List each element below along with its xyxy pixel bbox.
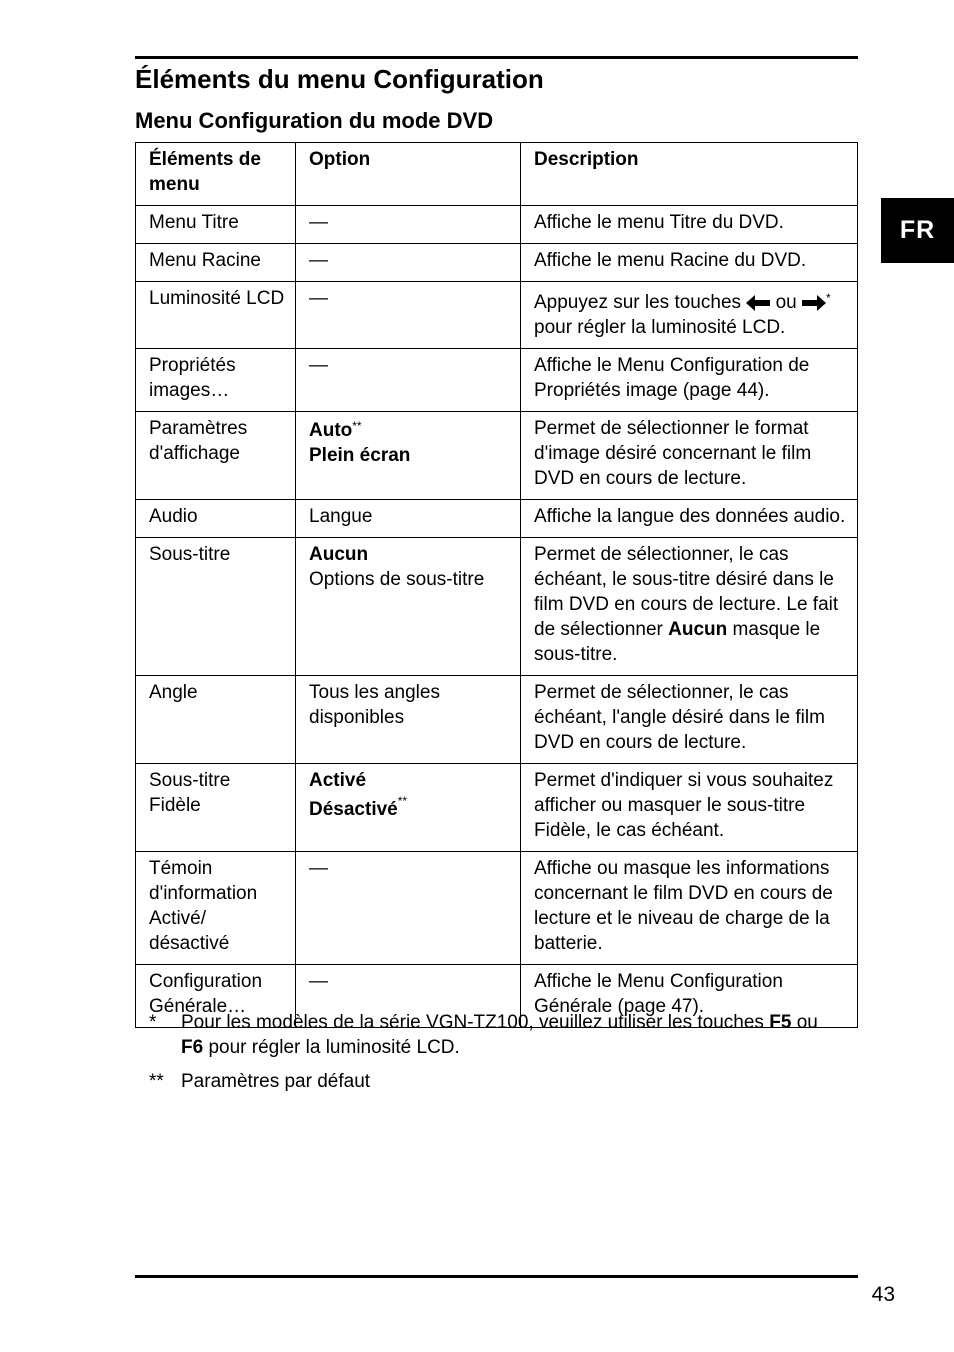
cell-option: — [296,852,521,965]
cell-item: Menu Racine [136,244,296,282]
option-value: Activé [309,770,367,791]
footnote-part: ou [796,1012,818,1033]
cell-item: Propriétés images… [136,349,296,412]
cell-description [521,538,858,676]
footnote-text: Paramètres par défaut [181,1071,371,1092]
key-label: F5 [769,1012,792,1033]
cell-description [521,282,858,349]
table-row [136,349,858,412]
cell-item: Configuration Générale… [136,965,296,1028]
cell-item: Paramètres d'affichage [136,412,296,500]
top-rule [135,56,858,59]
footnote-ref: * [826,291,831,305]
table-row [136,500,858,538]
desc-text: Permet de sélectionner, le cas échéant, le sous-titre désiré dans le film DVD en cours de lecture. Le fait de sélectionner [534,544,839,640]
cell-description: Affiche le menu Titre du DVD. [521,206,858,244]
footnote-part: Pour les modèles de la série VGN-TZ100, veuillez utiliser les touches [181,1012,764,1033]
cell-description: Affiche le menu Racine du DVD. [521,244,858,282]
cell-item: Témoin d'information Activé/ désactivé [136,852,296,965]
table-row [136,282,858,349]
cell-description: Permet de sélectionner le format d'image désiré concernant le film DVD en cours de lecture. [521,412,858,500]
settings-table [135,142,858,1028]
cell-option: — [296,965,521,1028]
cell-description: Affiche le Menu Configuration Générale (page 47). [521,965,858,1028]
table-row [136,676,858,764]
cell-option [296,764,521,852]
table-header-row [136,143,858,206]
cell-option: Tous les angles disponibles [296,676,521,764]
cell-item: Luminosité LCD [136,282,296,349]
footnote-ref: ** [352,419,362,433]
table-row [136,852,858,965]
bottom-rule [135,1275,858,1278]
footnote-mark: ** [149,1071,164,1092]
option-value: Désactivé [309,799,398,820]
cell-item: Angle [136,676,296,764]
cell-option [296,538,521,676]
page-title: Éléments du menu Configuration [135,64,544,94]
header-item: Éléments de menu [136,143,296,206]
desc-or: ou [775,292,797,313]
cell-item: Audio [136,500,296,538]
cell-option [296,412,521,500]
key-label: F6 [181,1037,204,1058]
cell-description: Permet d'indiquer si vous souhaitez afficher ou masquer le sous-titre Fidèle, le cas échéant. [521,764,858,852]
section-subtitle: Menu Configuration du mode DVD [135,108,494,133]
header-description: Description [521,143,858,206]
cell-option: — [296,282,521,349]
left-arrow-key-icon [746,295,770,311]
cell-description: Affiche ou masque les informations concernant le film DVD en cours de lecture et le niveau de charge de la batterie. [521,852,858,965]
desc-text: pour régler la luminosité LCD. [534,317,786,338]
cell-description: Affiche le Menu Configuration de Propriétés image (page 44). [521,349,858,412]
page-number: 43 [871,1283,895,1306]
option-value: Aucun [309,544,369,565]
cell-description: Permet de sélectionner, le cas échéant, l'angle désiré dans le film DVD en cours de lecture. [521,676,858,764]
option-value: Options de sous-titre [309,569,485,590]
cell-option: — [296,244,521,282]
table-row [136,206,858,244]
desc-text: Appuyez sur les touches [534,292,742,313]
cell-option: — [296,206,521,244]
footnote-text [181,1010,841,1060]
cell-item: Menu Titre [136,206,296,244]
cell-item: Sous-titre Fidèle [136,764,296,852]
desc-text: masque le sous-titre. [534,619,821,665]
table-row [136,244,858,282]
table-row [136,412,858,500]
option-value: Plein écran [309,445,411,466]
desc-bold: Aucun [668,619,728,640]
table-row [136,538,858,676]
cell-option: — [296,349,521,412]
right-arrow-key-icon [802,295,826,311]
option-value: Auto [309,420,353,441]
language-tab: FR [881,198,954,263]
footnote-ref: ** [397,794,408,808]
footnote-mark: * [149,1012,157,1033]
cell-option: Langue [296,500,521,538]
cell-item: Sous-titre [136,538,296,676]
cell-description: Affiche la langue des données audio. [521,500,858,538]
table-row [136,764,858,852]
header-option: Option [296,143,521,206]
footnote-part: pour régler la luminosité LCD. [208,1037,460,1058]
